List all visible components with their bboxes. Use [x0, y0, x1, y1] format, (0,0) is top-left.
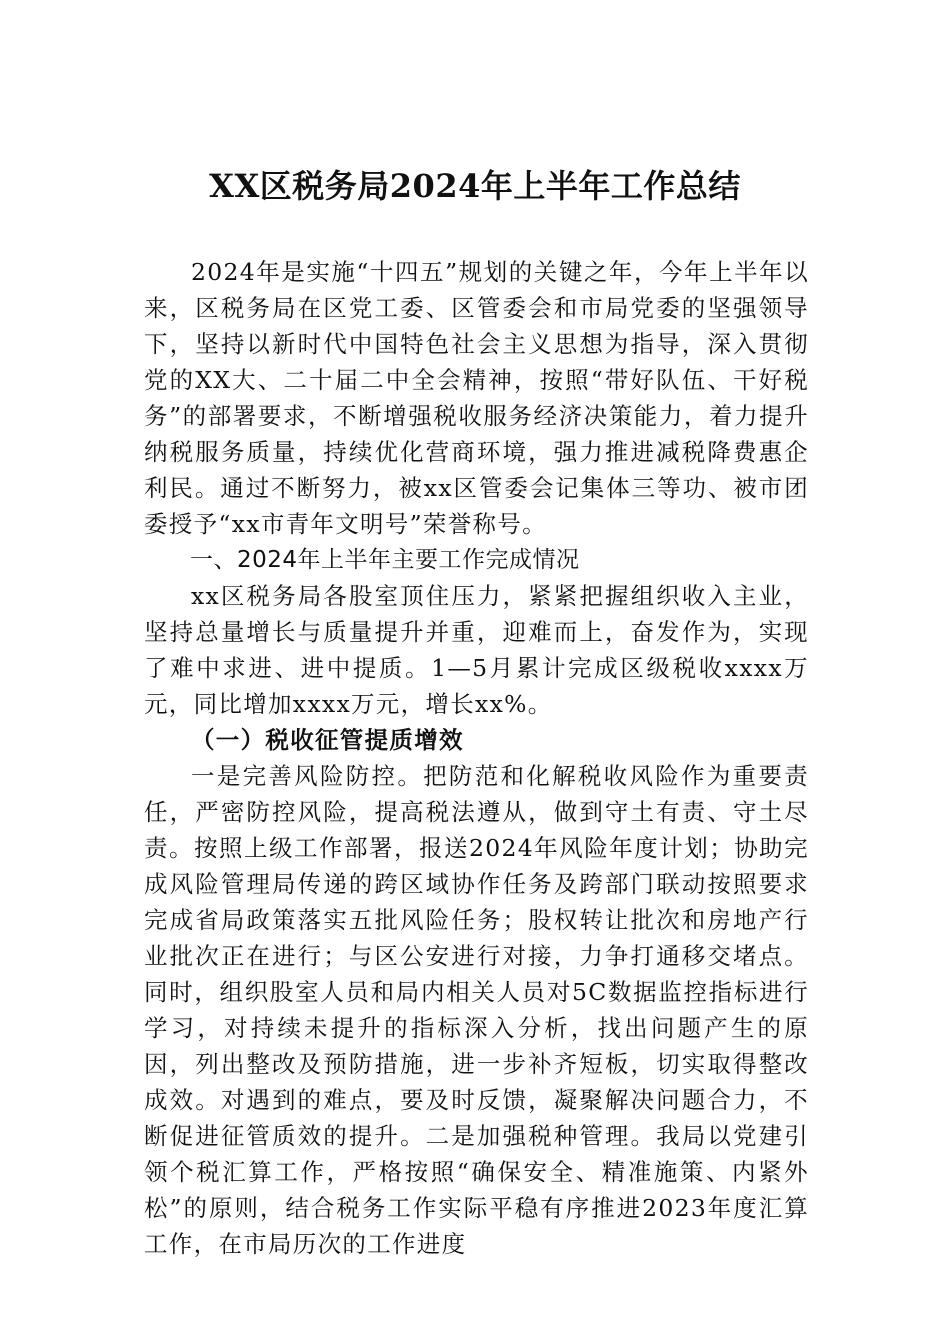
- subsection-heading: （一）税收征管提质增效: [191, 726, 464, 754]
- intro-paragraph: 2024年是实施“十四五”规划的关键之年，今年上半年以来，区税务局在区党工委、区管委会和市局党委的坚强领导下，坚持以新时代中国特色社会主义思想为指导，深入贯彻党的XX大、二十届二中全会精神，按照“带好队伍、干好税务”的部署要求，不断增强税收服务经济决策能力，着力提升纳税服务质量，持续优化营商环境，强力推进减税降费惠企利民。通过不断努力，被xx区管委会记集体三等功、被市团委授予“xx市青年文明号”荣誉称号。: [144, 258, 809, 538]
- section-heading: 一、2024年上半年主要工作完成情况: [190, 547, 580, 573]
- document-body: [144, 254, 809, 1262]
- section-paragraph: xx区税务局各股室顶住压力，紧紧把握组织收入主业，坚持总量增长与质量提升并重，迎难而上，奋发作为，实现了难中求进、进中提质。1—5月累计完成区级税收xxxx万元，同比增加xxxx万元，增长xx%。: [144, 582, 809, 718]
- document-title: XX区税务局2024年上半年工作总结: [209, 167, 741, 205]
- subsection-paragraph: 一是完善风险防控。把防范和化解税收风险作为重要责任，严密防控风险，提高税法遵从，做到守土有责、守土尽责。按照上级工作部署，报送2024年风险年度计划；协助完成风险管理局传递的跨区域协作任务及跨部门联动按照要求完成省局政策落实五批风险任务；股权转让批次和房地产行业批次正在进行；与区公安进行对接，力争打通移交堵点。同时，组织股室人员和局内相关人员对5C数据监控指标进行学习，对持续未提升的指标深入分析，找出问题产生的原因，列出整改及预防措施，进一步补齐短板，切实取得整改成效。对遇到的难点，要及时反馈，凝聚解决问题合力，不断促进征管质效的提升。二是加强税种管理。我局以党建引领个税汇算工作，严格按照“确保安全、精准施策、内紧外松”的原则，结合税务工作实际平稳有序推进2023年度汇算工作，在市局历次的工作进度: [144, 762, 809, 1258]
